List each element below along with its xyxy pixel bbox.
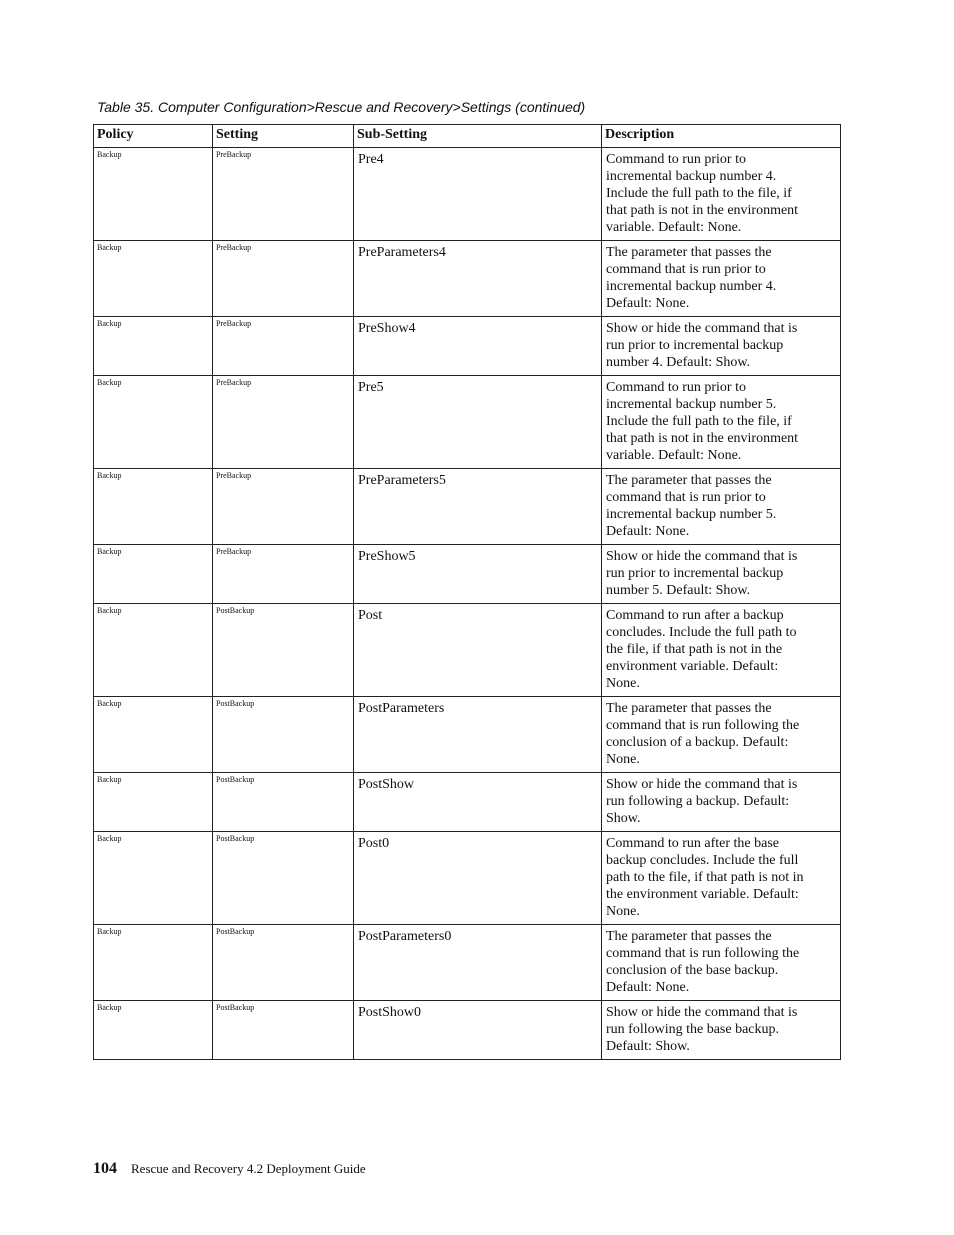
cell-description: The parameter that passes the command that is run following the conclusion of the base backup. Default: None. [602, 925, 841, 1001]
table-row [94, 241, 841, 317]
cell-sub-setting: PostParameters0 [354, 925, 602, 1001]
table-row [94, 1001, 841, 1060]
cell-setting: PostBackup [213, 773, 354, 832]
cell-policy: Backup [94, 545, 213, 604]
cell-policy: Backup [94, 773, 213, 832]
table-row [94, 376, 841, 469]
cell-policy: Backup [94, 1001, 213, 1060]
cell-description: Show or hide the command that is run following a backup. Default: Show. [602, 773, 841, 832]
cell-sub-setting: Pre4 [354, 148, 602, 241]
cell-description: Show or hide the command that is run prior to incremental backup number 5. Default: Show. [602, 545, 841, 604]
page-number: 104 [93, 1160, 117, 1177]
cell-policy: Backup [94, 376, 213, 469]
table-row [94, 604, 841, 697]
cell-sub-setting: Pre5 [354, 376, 602, 469]
header-description: Description [602, 125, 841, 148]
cell-sub-setting: PostShow [354, 773, 602, 832]
header-policy: Policy [94, 125, 213, 148]
page-footer [93, 1160, 366, 1178]
cell-sub-setting: PostShow0 [354, 1001, 602, 1060]
cell-sub-setting: PreParameters4 [354, 241, 602, 317]
cell-policy: Backup [94, 604, 213, 697]
cell-sub-setting: PreShow5 [354, 545, 602, 604]
cell-policy: Backup [94, 317, 213, 376]
cell-setting: PostBackup [213, 925, 354, 1001]
document-title: Rescue and Recovery 4.2 Deployment Guide [131, 1161, 366, 1176]
cell-setting: PostBackup [213, 604, 354, 697]
cell-description: Command to run after a backup concludes. Include the full path to the file, if that path is not in the environment variable. Default: None. [602, 604, 841, 697]
header-sub-setting: Sub-Setting [354, 125, 602, 148]
cell-description: Command to run prior to incremental backup number 5. Include the full path to the file, if that path is not in the environment variable. Default: None. [602, 376, 841, 469]
table-row [94, 469, 841, 545]
cell-sub-setting: PreShow4 [354, 317, 602, 376]
cell-setting: PreBackup [213, 469, 354, 545]
cell-setting: PreBackup [213, 148, 354, 241]
cell-description: Command to run prior to incremental backup number 4. Include the full path to the file, if that path is not in the environment variable. Default: None. [602, 148, 841, 241]
settings-table [93, 124, 841, 1060]
cell-description: The parameter that passes the command that is run prior to incremental backup number 5. Default: None. [602, 469, 841, 545]
table-row [94, 697, 841, 773]
table-caption: Table 35. Computer Configuration>Rescue and Recovery>Settings (continued) [97, 99, 586, 115]
cell-description: The parameter that passes the command that is run prior to incremental backup number 4. Default: None. [602, 241, 841, 317]
cell-policy: Backup [94, 469, 213, 545]
table-row [94, 317, 841, 376]
cell-description: Show or hide the command that is run following the base backup. Default: Show. [602, 1001, 841, 1060]
cell-description: Show or hide the command that is run prior to incremental backup number 4. Default: Show. [602, 317, 841, 376]
cell-sub-setting: PostParameters [354, 697, 602, 773]
cell-setting: PostBackup [213, 832, 354, 925]
table-row [94, 545, 841, 604]
cell-policy: Backup [94, 148, 213, 241]
cell-setting: PostBackup [213, 697, 354, 773]
cell-sub-setting: Post [354, 604, 602, 697]
table-row [94, 925, 841, 1001]
table-row [94, 773, 841, 832]
table-row [94, 832, 841, 925]
cell-description: Command to run after the base backup concludes. Include the full path to the file, if that path is not in the environment variable. Default: None. [602, 832, 841, 925]
cell-policy: Backup [94, 241, 213, 317]
table-row [94, 148, 841, 241]
cell-setting: PreBackup [213, 376, 354, 469]
header-setting: Setting [213, 125, 354, 148]
cell-setting: PreBackup [213, 241, 354, 317]
cell-setting: PreBackup [213, 317, 354, 376]
cell-policy: Backup [94, 925, 213, 1001]
cell-sub-setting: PreParameters5 [354, 469, 602, 545]
table-header-row [94, 125, 841, 148]
cell-policy: Backup [94, 832, 213, 925]
cell-policy: Backup [94, 697, 213, 773]
cell-setting: PreBackup [213, 545, 354, 604]
cell-setting: PostBackup [213, 1001, 354, 1060]
cell-sub-setting: Post0 [354, 832, 602, 925]
cell-description: The parameter that passes the command that is run following the conclusion of a backup. Default: None. [602, 697, 841, 773]
